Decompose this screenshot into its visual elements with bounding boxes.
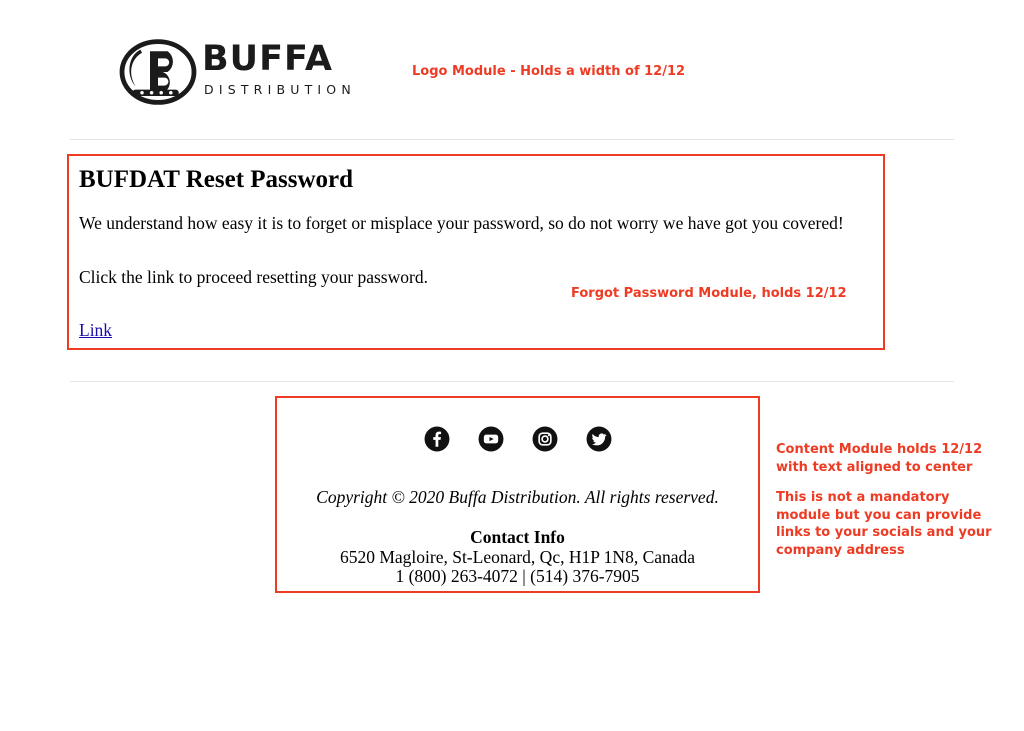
twitter-link[interactable] (586, 426, 612, 452)
intro-paragraph: We understand how easy it is to forget or misplace your password, so do not worry we have got you covered! (79, 213, 844, 233)
forgot-password-module (67, 154, 885, 350)
buffa-b-logo-icon (118, 32, 198, 112)
content-module-annotation-2: This is not a mandatory module but you can provide links to your socials and your company address (776, 490, 992, 558)
brand-tagline: DISTRIBUTION (204, 82, 356, 97)
contact-phone: 1 (800) 263-4072 | (514) 376-7905 (395, 566, 640, 586)
brand-name: BUFFA (202, 39, 333, 79)
contact-info-heading: Contact Info (470, 527, 565, 547)
logo-module-annotation: Logo Module - Holds a width of 12/12 (412, 64, 686, 79)
page-title: BUFDAT Reset Password (79, 166, 354, 193)
youtube-icon (478, 426, 504, 452)
instruction-paragraph: Click the link to proceed resetting your password. (79, 267, 428, 287)
instagram-icon (532, 426, 558, 452)
copyright-text: Copyright © 2020 Buffa Distribution. All rights reserved. (316, 487, 719, 507)
facebook-icon (424, 426, 450, 452)
logo-module (70, 22, 954, 132)
instagram-link[interactable] (532, 426, 558, 452)
youtube-link[interactable] (478, 426, 504, 452)
contact-address: 6520 Magloire, St-Leonard, Qc, H1P 1N8, Canada (339, 547, 696, 567)
twitter-icon (586, 426, 612, 452)
content-module (275, 396, 760, 593)
reset-password-link[interactable]: Link (79, 320, 113, 340)
content-module-annotation-1: Content Module holds 12/12 with text aligned to center (776, 442, 983, 475)
social-links (277, 426, 758, 452)
divider-bottom (70, 381, 954, 382)
facebook-link[interactable] (424, 426, 450, 452)
divider-top (70, 139, 954, 140)
forgot-password-module-annotation: Forgot Password Module, holds 12/12 (571, 286, 847, 301)
brand-logo (118, 32, 356, 112)
